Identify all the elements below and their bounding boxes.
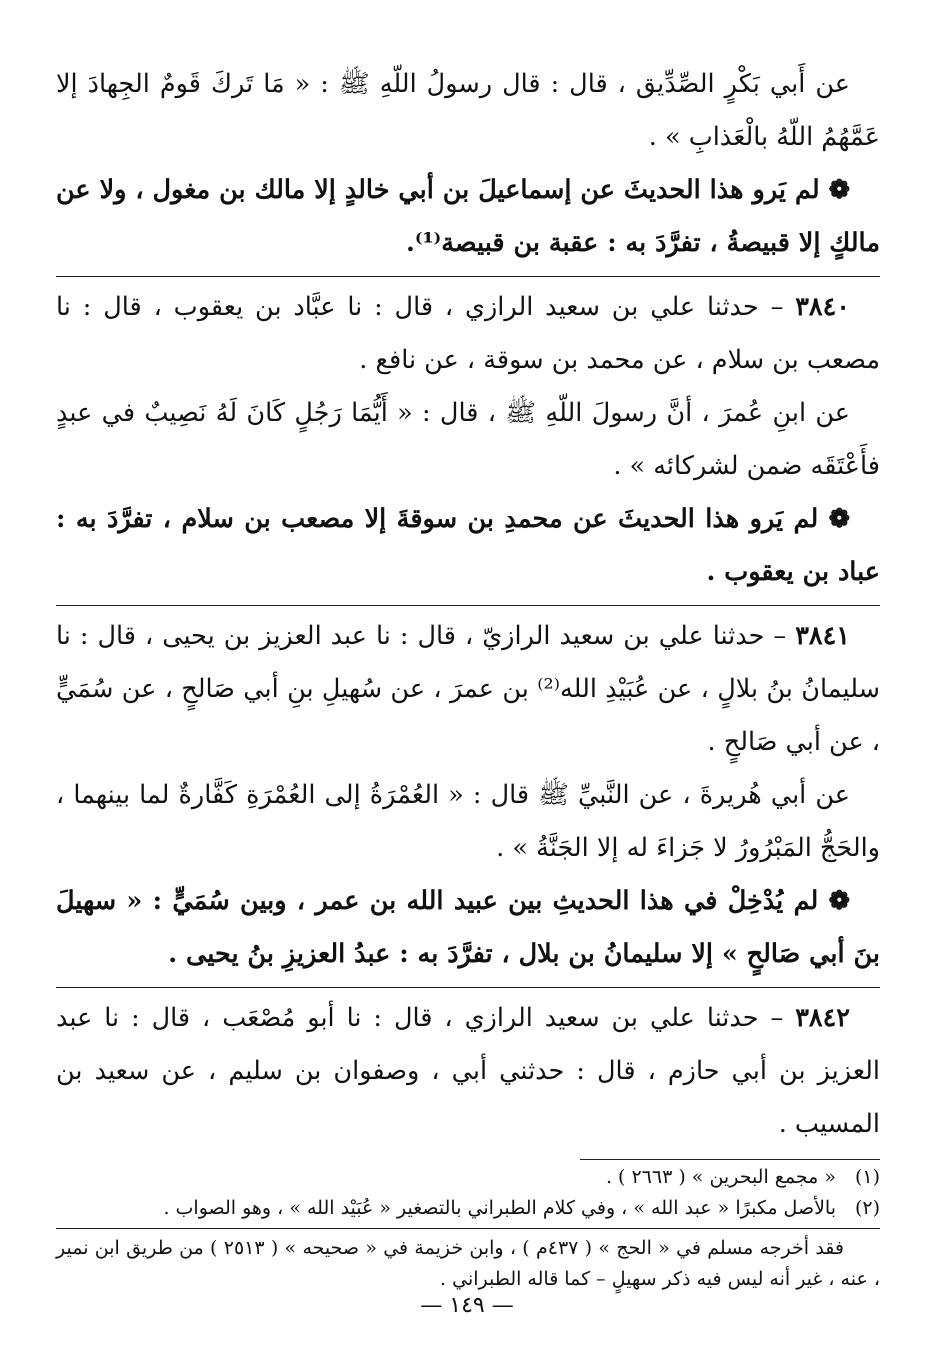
footnote-text: « مجمع البحرين » ( ٢٦٦٣ ) . — [605, 1166, 836, 1188]
divider — [56, 276, 880, 277]
paragraph-commentary-2: ❁ لم يَرو هذا الحديثَ عن محمدِ بن سوقةَ إلا مصعب بن سلام ، تفرَّدَ به : عباد بن يعقوب . — [56, 504, 880, 587]
footnote-text: بالأصل مكبرًا « عبد الله » ، وفي كلام الطبراني بالتصغير « عُبَيْد الله » ، وهو الصواب . — [163, 1197, 836, 1219]
paragraph-hadith-3840 — [56, 281, 880, 387]
isnad-text: – حدثنا علي بن سعيد الرازي ، قال : نا أبو مُصْعَب ، قال : نا عبد العزيز بن أبي حازم ، قال : حدثني أبي ، وصفوان بن سليم ، عن سعيد بن المسيب . — [56, 1003, 880, 1139]
hadith-number: ٣٨٤٠ — [795, 292, 850, 322]
paragraph-matn-3841: عن أبي هُريرةَ ، عن النَّبيِّ ﷺ قال : « العُمْرَةُ إلى العُمْرَةِ كَفَّارةٌ لما بينهما ، والحَجُّ المَبْرُورُ لا جَزاءَ له إلا الجَنَّةُ » . — [56, 780, 880, 863]
footnote-2-continuation: فقد أخرجه مسلم في « الحج » ( ٤٣٧م ) ، وابن خزيمة في « صحيحه » ( ٢٥١٣ ) من طريق ابن نمير ، عنه ، غير أنه ليس فيه ذكر سهيلٍ – كما قاله الطبراني . — [56, 1237, 880, 1290]
footnote-separator — [580, 1159, 880, 1160]
paragraph-matn-3840: عن ابنِ عُمرَ ، أنَّ رسولَ اللّهِ ﷺ ، قال : « أَيُّمَا رَجُلٍ كَانَ لَهُ نَصِيبٌ في عبدٍ فأَعْتَقَه ضمن لشركائه » . — [56, 398, 880, 481]
footnote-1 — [56, 1162, 880, 1193]
divider — [56, 987, 880, 988]
footnote-divider — [56, 1228, 880, 1229]
isnad-text: – حدثنا علي بن سعيد الرازي ، قال : نا عبَّاد بن يعقوب ، قال : نا مصعب بن سلام ، عن محمد بن سوقة ، عن نافع . — [56, 292, 880, 375]
paragraph-hadith-intro: عن أَبي بَكْرٍ الصِّدِّيق ، قال : قال رسولُ اللّهِ ﷺ : « مَا تَركَ قَومٌ الجِهادَ إلا عَمَّهُمُ اللّهُ بالْعَذابِ » . — [56, 69, 880, 152]
paragraph-commentary-1: ❁ لم يَرو هذا الحديثَ عن إسماعيلَ بن أبي خالدٍ إلا مالك بن مغول ، ولا عن مالكٍ إلا قبيصةُ ، تفرَّدَ به : عقبة بن قبيصة⁽¹⁾. — [56, 175, 880, 258]
paragraph-commentary-3: ❁ لم يُدْخِلْ في هذا الحديثِ بين عبيد الله بن عمر ، وبين سُمَيٍّ : « سهيلَ بنَ أبي صَالحٍ » إلا سليمانُ بن بلال ، تفرَّدَ به : عبدُ العزيزِ بنُ يحيى . — [56, 886, 880, 969]
hadith-number: ٣٨٤١ — [795, 621, 850, 651]
isnad-text: – حدثنا علي بن سعيد الرازيّ ، قال : نا عبد العزيز بن يحيى ، قال : نا سليمانُ بنُ بلالٍ ، عن عُبَيْدِ الله⁽²⁾ بن عمرَ ، عن سُهيلِ بنِ أبي صَالحٍ ، عن سُمَيٍّ ، عن أبي صَالحٍ . — [56, 621, 880, 757]
paragraph-hadith-3842 — [56, 992, 880, 1151]
footnote-number: (١) — [854, 1166, 880, 1188]
hadith-number: ٣٨٤٢ — [795, 1003, 850, 1033]
footnote-2 — [56, 1193, 880, 1224]
divider — [56, 605, 880, 606]
footnote-number: (٢) — [854, 1197, 880, 1219]
paragraph-hadith-3841 — [56, 610, 880, 769]
page-number: — ١٤٩ — — [420, 1293, 514, 1318]
